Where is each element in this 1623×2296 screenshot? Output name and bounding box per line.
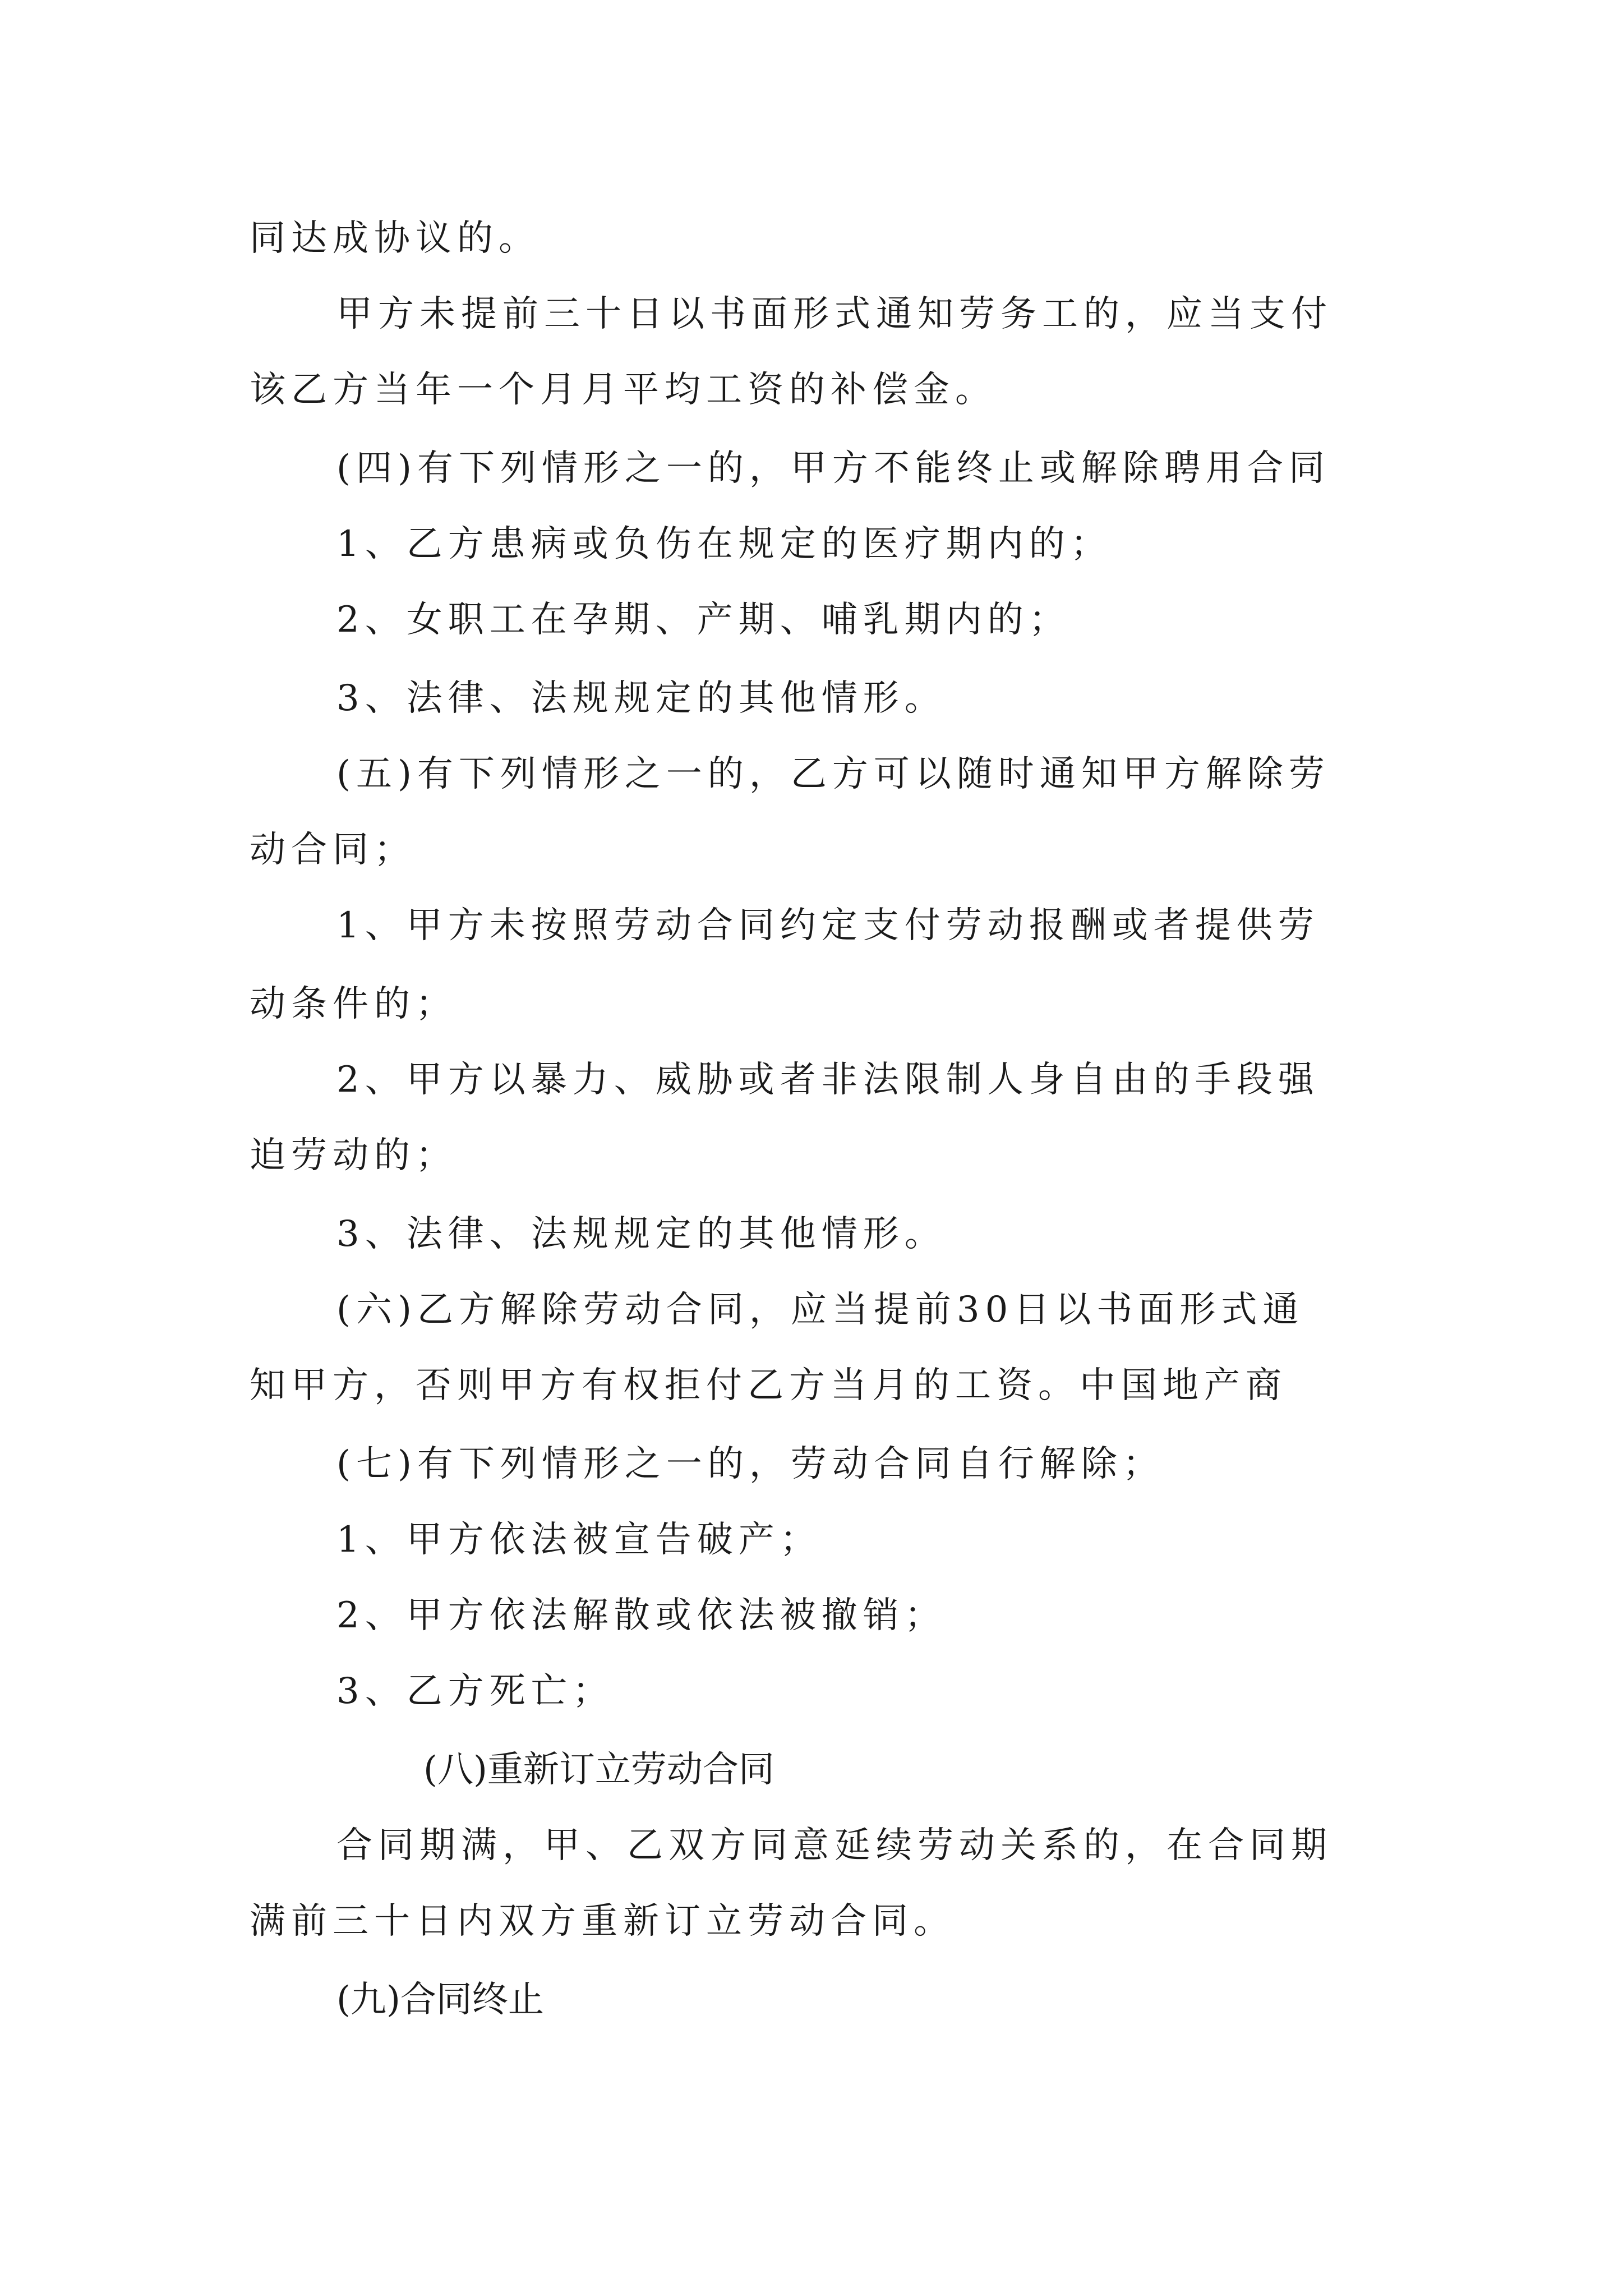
- text-line: 2、甲方依法解散或依法被撤销；: [336, 1595, 946, 1636]
- text-line: 动条件的；: [250, 983, 457, 1025]
- text-line: 合同期满，甲、乙双方同意延续劳动关系的，在合同期: [336, 1825, 1332, 1866]
- text-line: 3、法律、法规规定的其他情形。: [336, 1213, 946, 1255]
- section-heading: (九)合同终止: [336, 1979, 544, 2021]
- text-line: 1、甲方依法被宣告破产；: [336, 1519, 822, 1561]
- text-line: 甲方未提前三十日以书面形式通知劳务工的，应当支付: [336, 293, 1332, 335]
- text-line: 3、乙方死亡；: [336, 1671, 614, 1712]
- text-line: (四)有下列情形之一的，甲方不能终止或解除聘用合同: [336, 448, 1330, 489]
- text-line: 知甲方，否则甲方有权拒付乙方当月的工资。中国地产商: [250, 1365, 1287, 1406]
- text-line: 满前三十日内双方重新订立劳动合同。: [250, 1901, 955, 1942]
- text-line: 迫劳动的；: [250, 1135, 457, 1176]
- text-line: 3、法律、法规规定的其他情形。: [336, 678, 946, 719]
- text-line: 1、乙方患病或负伤在规定的医疗期内的；: [336, 523, 1112, 565]
- text-line: 2、女职工在孕期、产期、哺乳期内的；: [336, 599, 1071, 641]
- text-line: 动合同；: [250, 829, 416, 871]
- text-line: 2、甲方以暴力、威胁或者非法限制人身自由的手段强: [336, 1059, 1320, 1101]
- text-line: (五)有下列情形之一的，乙方可以随时通知甲方解除劳: [336, 753, 1330, 795]
- text-line: 同达成协议的。: [250, 218, 540, 259]
- text-line: (六)乙方解除劳动合同，应当提前30日以书面形式通: [336, 1289, 1304, 1331]
- section-heading: (八)重新订立劳动合同: [423, 1749, 774, 1791]
- text-line: 该乙方当年一个月月平均工资的补偿金。: [250, 369, 997, 411]
- text-line: (七)有下列情形之一的，劳动合同自行解除；: [336, 1443, 1164, 1485]
- text-line: 1、甲方未按照劳动合同约定支付劳动报酬或者提供劳: [336, 905, 1320, 946]
